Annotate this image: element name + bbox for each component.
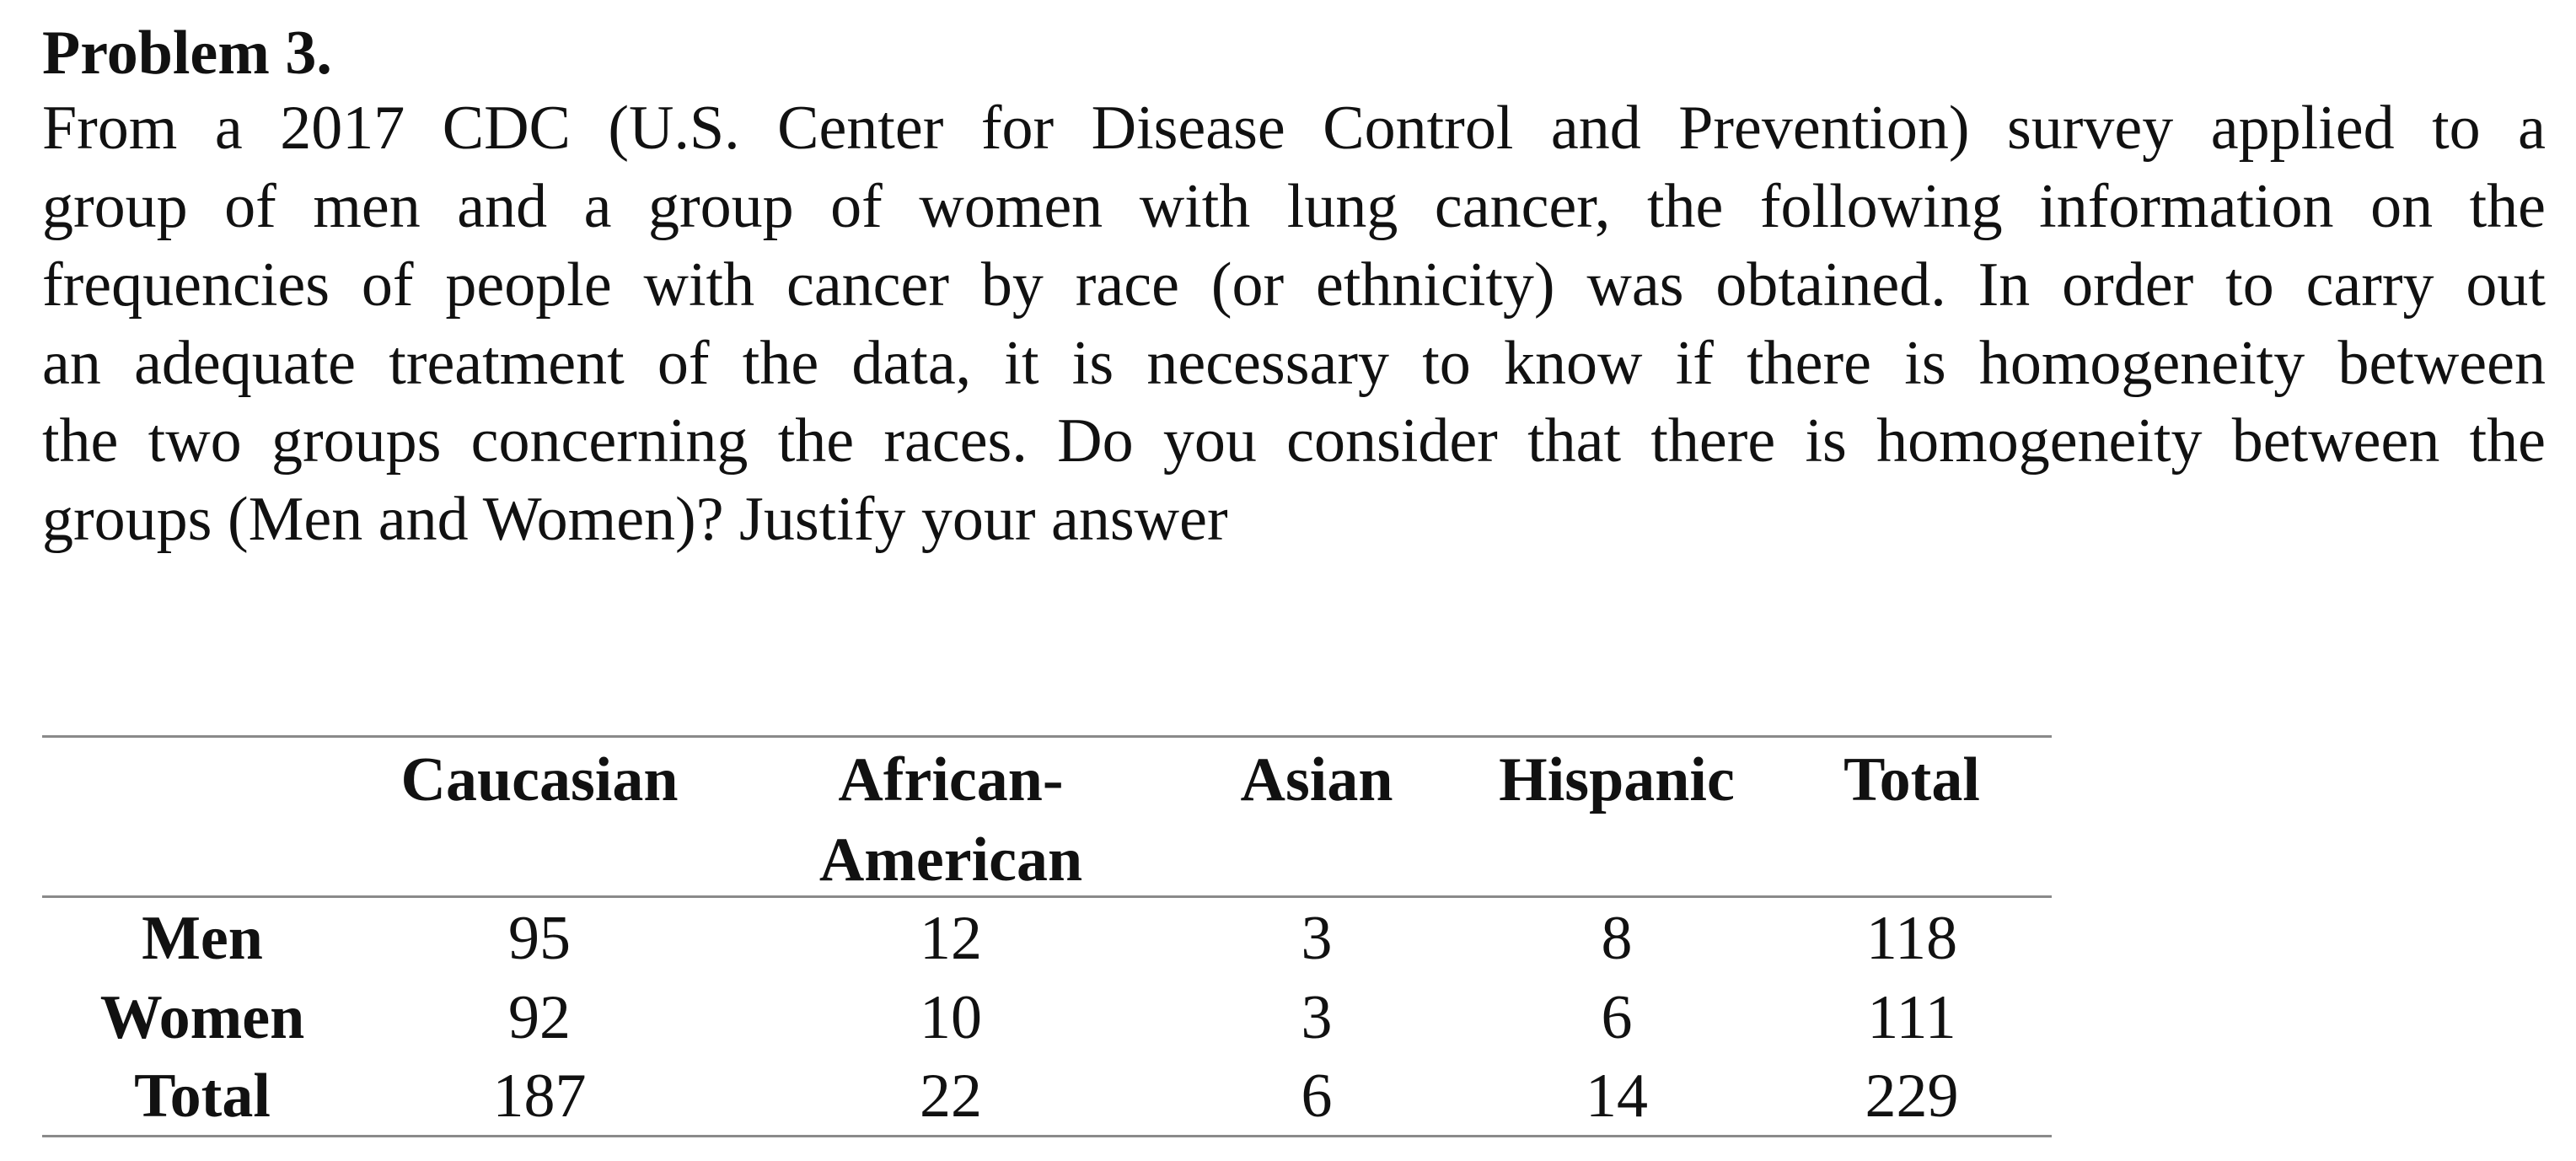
header-hispanic: Hispanic — [1499, 745, 1735, 814]
cell-men-african-american: 12 — [920, 904, 982, 973]
row-label-men: Men — [142, 904, 263, 973]
cell-women-hispanic: 6 — [1601, 983, 1633, 1052]
problem-text-line: frequencies of people with cancer by race (or ethnicity) was obtained. In order to carry out — [42, 250, 2546, 320]
cell-total-african-american: 22 — [920, 1062, 982, 1131]
table-bottom-rule — [42, 1135, 2052, 1137]
cell-women-total: 111 — [1867, 983, 1956, 1052]
header-caucasian: Caucasian — [400, 745, 679, 814]
row-label-total: Total — [134, 1062, 271, 1131]
header-total: Total — [1843, 745, 1980, 814]
cell-total-caucasian: 187 — [492, 1062, 587, 1131]
header-african-american-line2: American — [818, 825, 1083, 895]
problem-text-line: From a 2017 CDC (U.S. Center for Disease Control and Prevention) survey applied to a — [42, 94, 2546, 163]
problem-text-line: an adequate treatment of the data, it is necessary to know if there is homogeneity between — [42, 329, 2546, 398]
cell-total-total: 229 — [1865, 1062, 1959, 1131]
problem-text-line: group of men and a group of women with lung cancer, the following information on the — [42, 172, 2546, 241]
row-label-women: Women — [99, 983, 305, 1052]
cell-women-caucasian: 92 — [508, 983, 571, 1052]
cell-women-african-american: 10 — [920, 983, 982, 1052]
header-african-american-line1: African- — [838, 745, 1064, 814]
problem-text-line: groups (Men and Women)? Justify your answer — [42, 485, 1228, 554]
cell-men-asian: 3 — [1301, 904, 1333, 973]
cell-total-asian: 6 — [1301, 1062, 1333, 1131]
table-top-rule — [42, 735, 2052, 738]
cell-women-asian: 3 — [1301, 983, 1333, 1052]
cell-men-caucasian: 95 — [508, 904, 571, 973]
problem-title: Problem 3. — [42, 19, 332, 88]
cell-total-hispanic: 14 — [1586, 1062, 1648, 1131]
cell-men-total: 118 — [1865, 904, 1958, 973]
header-asian: Asian — [1240, 745, 1393, 814]
problem-text-line: the two groups concerning the races. Do you consider that there is homogeneity between the — [42, 406, 2546, 476]
cell-men-hispanic: 8 — [1601, 904, 1633, 973]
